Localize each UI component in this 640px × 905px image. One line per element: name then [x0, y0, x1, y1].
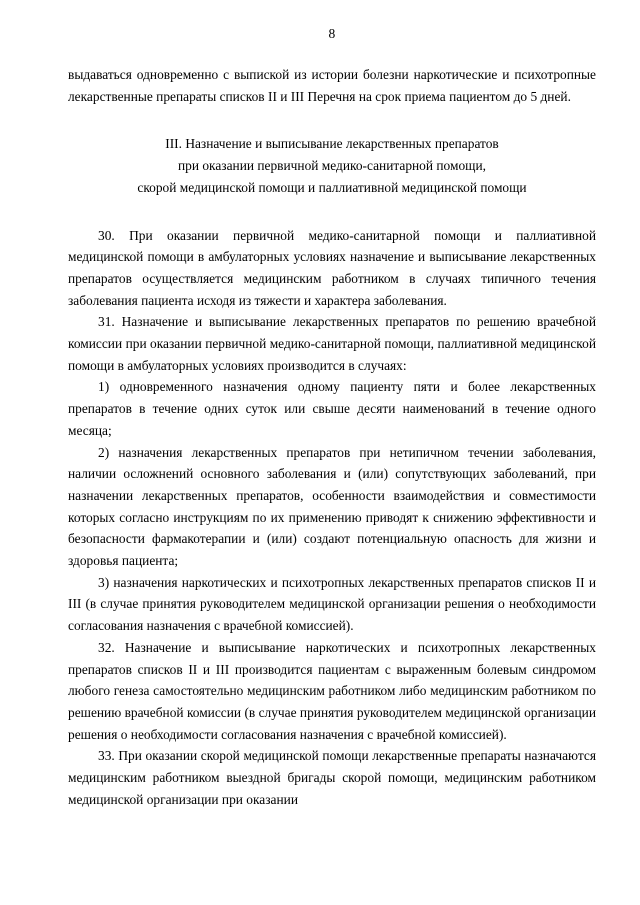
- paragraph-item-30: 30. При оказании первичной медико-санитарной помощи и паллиативной медицинской помощи в амбулаторных условиях назначение и выписывание лекарственных препаратов осуществляется медицинским работником в случаях типичного течения заболевания пациента исходя из тяжести и характера заболевания.: [68, 227, 596, 308]
- page-number: 8: [328, 26, 336, 41]
- section-heading: [68, 133, 596, 198]
- section-heading-line-1: III. Назначение и выписывание лекарственных препаратов: [165, 136, 499, 152]
- paragraph-item-31-sub-3: 3) назначения наркотических и психотропных лекарственных препаратов списков II и III (в случае принятия руководителем медицинской организации решения о необходимости согласования назначения с врачебной комиссией).: [68, 574, 596, 634]
- paragraph-item-31-sub-2: 2) назначения лекарственных препаратов при нетипичном течении заболевания, наличии осложнений основного заболевания и (или) сопутствующих заболеваний, при назначении лекарственных препаратов, особенности взаимодействия и совместимости которых согласно инструкциям по их применению приводят к снижению эффективности и безопасности фармакотерапии и (или) создают потенциальную опасность для жизни и здоровья пациента;: [68, 444, 596, 569]
- paragraph-item-31-sub-1: 1) одновременного назначения одному пациенту пяти и более лекарственных препаратов в течение одних суток или свыше десяти наименований в течение одного месяца;: [68, 379, 596, 438]
- section-heading-line-2: при оказании первичной медико-санитарной помощи,: [177, 158, 486, 174]
- paragraph-intro: выдаваться одновременно с выпиской из истории болезни наркотические и психотропные лекарственные препараты списков II и III Перечня на срок приема пациентом до 5 дней.: [68, 67, 596, 104]
- paragraph-item-31: 31. Назначение и выписывание лекарственных препаратов по решению врачебной комиссии при оказании первичной медико-санитарной помощи, паллиативной медицинской помощи в амбулаторных условиях производится в случаях:: [68, 314, 596, 373]
- paragraph-item-33: 33. При оказании скорой медицинской помощи лекарственные препараты назначаются медицинским работником выездной бригады скорой помощи, медицинским работником медицинской организации при оказании: [68, 748, 596, 807]
- section-heading-line-3: скорой медицинской помощи и паллиативной медицинской помощи: [137, 179, 527, 195]
- paragraph-item-32: 32. Назначение и выписывание наркотических и психотропных лекарственных препаратов списков II и III производится пациентам с выраженным болевым синдромом любого генеза самостоятельно медицинским работником либо медицинским работником по решению врачебной комиссии (в случае принятия руководителем медицинской организации решения о необходимости согласования назначения с врачебной комиссией).: [68, 639, 596, 742]
